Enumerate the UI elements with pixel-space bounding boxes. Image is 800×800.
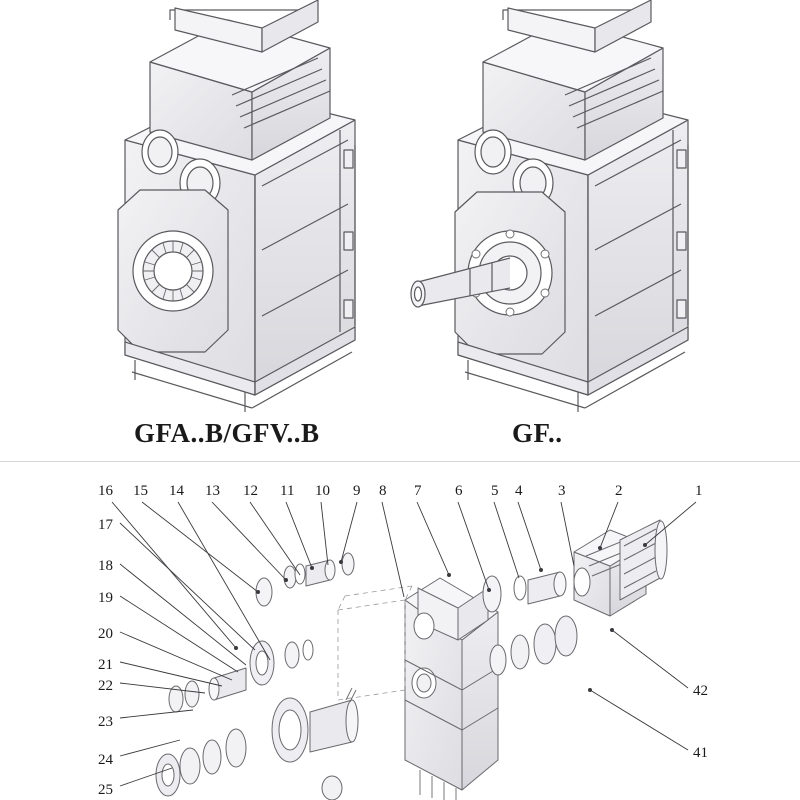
callout-number-5: 5 (491, 483, 499, 499)
callout-number-14: 14 (169, 483, 184, 499)
callout-number-10: 10 (315, 483, 330, 499)
callout-number-11: 11 (280, 483, 295, 499)
section-divider (0, 461, 800, 462)
callout-number-19: 19 (98, 590, 113, 606)
callout-number-21: 21 (98, 657, 113, 673)
gearbox-gf-drawing (411, 0, 688, 412)
callout-number-25: 25 (98, 782, 113, 798)
callout-number-12: 12 (243, 483, 258, 499)
callout-number-8: 8 (379, 483, 387, 499)
callout-number-3: 3 (558, 483, 566, 499)
callout-number-16: 16 (98, 483, 113, 499)
callout-number-15: 15 (133, 483, 148, 499)
callout-number-9: 9 (353, 483, 361, 499)
callout-number-1: 1 (695, 483, 703, 499)
caption-gf: GF.. (512, 418, 563, 448)
callout-number-4: 4 (515, 483, 523, 499)
callout-number-22: 22 (98, 678, 113, 694)
gearbox-gfa-b-gfv-b-drawing (118, 0, 355, 412)
callout-number-41: 41 (693, 745, 708, 761)
callout-number-23: 23 (98, 714, 113, 730)
callout-number-2: 2 (615, 483, 623, 499)
exploded-assembly-drawing (112, 502, 696, 800)
callout-number-20: 20 (98, 626, 113, 642)
callout-number-13: 13 (205, 483, 220, 499)
caption-gfa-b-gfv-b: GFA..B/GFV..B (134, 418, 320, 448)
callout-number-24: 24 (98, 752, 113, 768)
callout-number-18: 18 (98, 558, 113, 574)
callout-number-7: 7 (414, 483, 422, 499)
callout-number-6: 6 (455, 483, 463, 499)
callout-number-42: 42 (693, 683, 708, 699)
callout-number-17: 17 (98, 517, 113, 533)
